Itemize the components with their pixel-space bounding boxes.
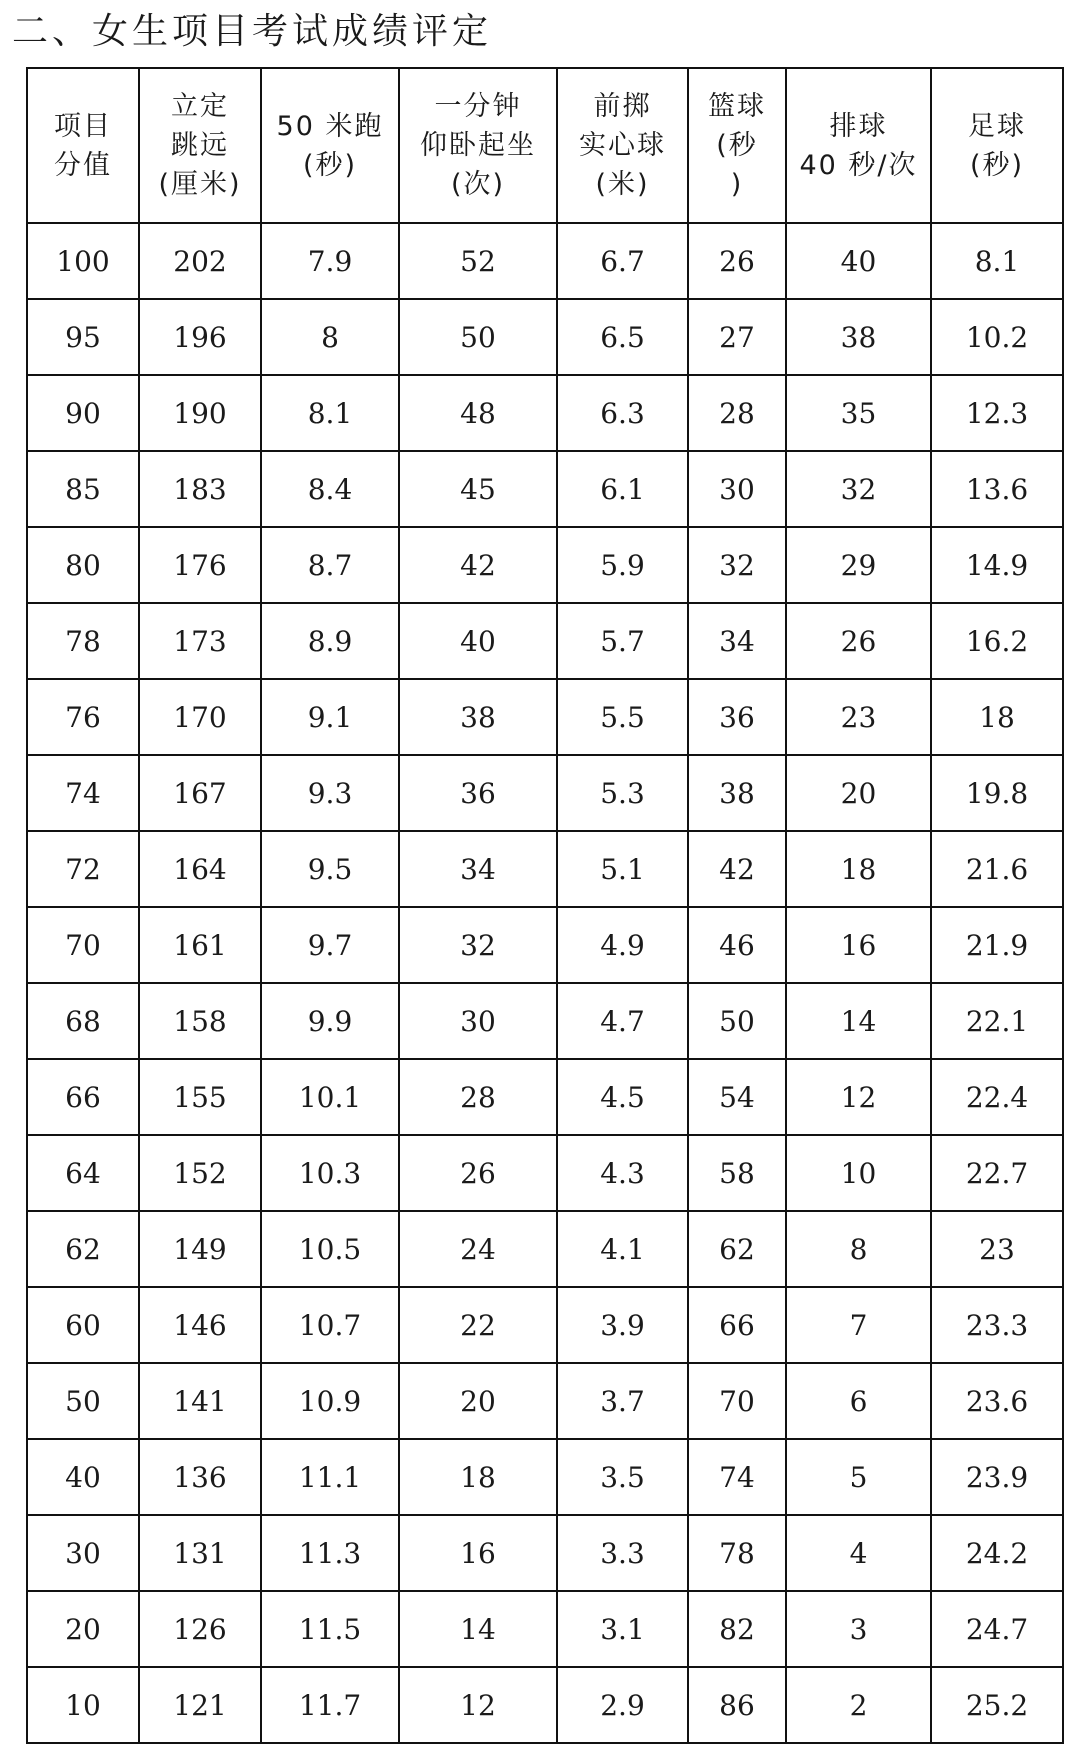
table-cell: 149 bbox=[139, 1211, 261, 1287]
table-cell: 42 bbox=[399, 527, 557, 603]
table-cell: 32 bbox=[688, 527, 786, 603]
table-cell: 6.7 bbox=[557, 223, 688, 299]
table-cell: 131 bbox=[139, 1515, 261, 1591]
table-row bbox=[27, 1515, 1063, 1591]
table-cell: 12 bbox=[399, 1667, 557, 1743]
fifty-meter-run-column-header bbox=[261, 68, 399, 223]
table-cell: 4.1 bbox=[557, 1211, 688, 1287]
volleyball-column-header bbox=[786, 68, 931, 223]
table-cell: 28 bbox=[688, 375, 786, 451]
table-cell: 7 bbox=[786, 1287, 931, 1363]
basketball-column-header bbox=[688, 68, 786, 223]
table-cell: 32 bbox=[399, 907, 557, 983]
table-cell: 85 bbox=[27, 451, 139, 527]
table-cell: 50 bbox=[399, 299, 557, 375]
table-cell: 10.1 bbox=[261, 1059, 399, 1135]
table-cell: 21.6 bbox=[931, 831, 1063, 907]
table-row bbox=[27, 831, 1063, 907]
table-cell: 20 bbox=[786, 755, 931, 831]
table-cell: 190 bbox=[139, 375, 261, 451]
column-header-line: 跳远 bbox=[171, 130, 229, 161]
table-row bbox=[27, 1135, 1063, 1211]
table-row bbox=[27, 1439, 1063, 1515]
table-cell: 19.8 bbox=[931, 755, 1063, 831]
table-cell: 3.3 bbox=[557, 1515, 688, 1591]
table-cell: 152 bbox=[139, 1135, 261, 1211]
table-cell: 23 bbox=[931, 1211, 1063, 1287]
table-cell: 50 bbox=[688, 983, 786, 1059]
table-cell: 8.1 bbox=[931, 223, 1063, 299]
column-header-line: 排球 bbox=[829, 110, 888, 142]
table-cell: 155 bbox=[139, 1059, 261, 1135]
table-cell: 14 bbox=[786, 983, 931, 1059]
table-cell: 64 bbox=[27, 1135, 139, 1211]
score-column-header bbox=[27, 68, 139, 223]
table-cell: 62 bbox=[688, 1211, 786, 1287]
column-header-line: 篮球 bbox=[708, 91, 766, 122]
table-cell: 8 bbox=[261, 299, 399, 375]
table-cell: 23.6 bbox=[931, 1363, 1063, 1439]
table-cell: 34 bbox=[688, 603, 786, 679]
table-cell: 40 bbox=[399, 603, 557, 679]
column-header-line: (秒 bbox=[716, 130, 758, 161]
column-header-line: 40 秒/次 bbox=[799, 149, 918, 181]
table-cell: 52 bbox=[399, 223, 557, 299]
table-cell: 158 bbox=[139, 983, 261, 1059]
table-cell: 4.3 bbox=[557, 1135, 688, 1211]
table-cell: 35 bbox=[786, 375, 931, 451]
table-cell: 50 bbox=[27, 1363, 139, 1439]
table-cell: 5.1 bbox=[557, 831, 688, 907]
table-cell: 29 bbox=[786, 527, 931, 603]
table-cell: 45 bbox=[399, 451, 557, 527]
table-cell: 6.1 bbox=[557, 451, 688, 527]
table-cell: 48 bbox=[399, 375, 557, 451]
table-row bbox=[27, 1287, 1063, 1363]
table-cell: 20 bbox=[399, 1363, 557, 1439]
table-cell: 8.1 bbox=[261, 375, 399, 451]
standing-long-jump-column-header bbox=[139, 68, 261, 223]
table-cell: 78 bbox=[688, 1515, 786, 1591]
table-row bbox=[27, 1363, 1063, 1439]
table-row bbox=[27, 1591, 1063, 1667]
score-table bbox=[26, 67, 1064, 1744]
table-cell: 90 bbox=[27, 375, 139, 451]
table-cell: 167 bbox=[139, 755, 261, 831]
table-cell: 10 bbox=[786, 1135, 931, 1211]
table-cell: 80 bbox=[27, 527, 139, 603]
column-header-line: 前掷 bbox=[593, 91, 652, 122]
table-cell: 9.3 bbox=[261, 755, 399, 831]
table-cell: 74 bbox=[688, 1439, 786, 1515]
table-cell: 136 bbox=[139, 1439, 261, 1515]
table-cell: 202 bbox=[139, 223, 261, 299]
table-cell: 68 bbox=[27, 983, 139, 1059]
table-cell: 22.4 bbox=[931, 1059, 1063, 1135]
table-cell: 18 bbox=[931, 679, 1063, 755]
column-header-line: ) bbox=[730, 169, 744, 200]
table-cell: 141 bbox=[139, 1363, 261, 1439]
table-row bbox=[27, 527, 1063, 603]
table-cell: 66 bbox=[27, 1059, 139, 1135]
table-cell: 24.2 bbox=[931, 1515, 1063, 1591]
table-cell: 72 bbox=[27, 831, 139, 907]
table-cell: 126 bbox=[139, 1591, 261, 1667]
table-cell: 173 bbox=[139, 603, 261, 679]
table-cell: 8.9 bbox=[261, 603, 399, 679]
table-cell: 22 bbox=[399, 1287, 557, 1363]
table-cell: 60 bbox=[27, 1287, 139, 1363]
table-cell: 9.7 bbox=[261, 907, 399, 983]
table-cell: 38 bbox=[399, 679, 557, 755]
column-header-line: (次) bbox=[450, 169, 506, 200]
table-cell: 12 bbox=[786, 1059, 931, 1135]
table-row bbox=[27, 375, 1063, 451]
table-cell: 11.7 bbox=[261, 1667, 399, 1743]
column-header-line: (秒) bbox=[302, 149, 358, 181]
table-cell: 146 bbox=[139, 1287, 261, 1363]
sit-ups-column-header bbox=[399, 68, 557, 223]
table-cell: 27 bbox=[688, 299, 786, 375]
table-cell: 16.2 bbox=[931, 603, 1063, 679]
table-cell: 5.9 bbox=[557, 527, 688, 603]
table-cell: 54 bbox=[688, 1059, 786, 1135]
table-cell: 66 bbox=[688, 1287, 786, 1363]
table-row bbox=[27, 1059, 1063, 1135]
table-cell: 2.9 bbox=[557, 1667, 688, 1743]
table-cell: 95 bbox=[27, 299, 139, 375]
table-cell: 4 bbox=[786, 1515, 931, 1591]
table-cell: 70 bbox=[688, 1363, 786, 1439]
column-header-line: (米) bbox=[595, 169, 650, 200]
table-cell: 6.3 bbox=[557, 375, 688, 451]
column-header-line: 实心球 bbox=[579, 130, 666, 161]
table-cell: 36 bbox=[688, 679, 786, 755]
table-cell: 4.5 bbox=[557, 1059, 688, 1135]
column-header-line: 50 米跑 bbox=[276, 110, 384, 142]
table-cell: 3.9 bbox=[557, 1287, 688, 1363]
table-cell: 5.7 bbox=[557, 603, 688, 679]
table-cell: 176 bbox=[139, 527, 261, 603]
table-row bbox=[27, 451, 1063, 527]
table-cell: 11.3 bbox=[261, 1515, 399, 1591]
table-cell: 34 bbox=[399, 831, 557, 907]
table-cell: 62 bbox=[27, 1211, 139, 1287]
table-cell: 11.5 bbox=[261, 1591, 399, 1667]
table-cell: 10.3 bbox=[261, 1135, 399, 1211]
table-cell: 20 bbox=[27, 1591, 139, 1667]
table-cell: 30 bbox=[399, 983, 557, 1059]
table-cell: 36 bbox=[399, 755, 557, 831]
table-cell: 16 bbox=[399, 1515, 557, 1591]
table-row bbox=[27, 679, 1063, 755]
table-cell: 18 bbox=[399, 1439, 557, 1515]
table-cell: 161 bbox=[139, 907, 261, 983]
table-cell: 6 bbox=[786, 1363, 931, 1439]
table-cell: 28 bbox=[399, 1059, 557, 1135]
table-cell: 58 bbox=[688, 1135, 786, 1211]
table-cell: 10.5 bbox=[261, 1211, 399, 1287]
table-cell: 8.7 bbox=[261, 527, 399, 603]
column-header-line: 分值 bbox=[54, 149, 112, 181]
table-cell: 14 bbox=[399, 1591, 557, 1667]
table-cell: 8 bbox=[786, 1211, 931, 1287]
column-header-line: 立定 bbox=[171, 91, 229, 122]
table-cell: 23.9 bbox=[931, 1439, 1063, 1515]
table-cell: 9.9 bbox=[261, 983, 399, 1059]
table-cell: 8.4 bbox=[261, 451, 399, 527]
page-title: 二、女生项目考试成绩评定 bbox=[12, 11, 493, 52]
table-cell: 32 bbox=[786, 451, 931, 527]
table-cell: 42 bbox=[688, 831, 786, 907]
table-cell: 9.5 bbox=[261, 831, 399, 907]
table-cell: 121 bbox=[139, 1667, 261, 1743]
table-cell: 6.5 bbox=[557, 299, 688, 375]
table-cell: 183 bbox=[139, 451, 261, 527]
table-cell: 26 bbox=[786, 603, 931, 679]
table-cell: 2 bbox=[786, 1667, 931, 1743]
table-cell: 16 bbox=[786, 907, 931, 983]
table-cell: 5 bbox=[786, 1439, 931, 1515]
table-body bbox=[27, 223, 1063, 1743]
table-cell: 30 bbox=[27, 1515, 139, 1591]
table-cell: 21.9 bbox=[931, 907, 1063, 983]
table-header-row bbox=[27, 68, 1063, 223]
table-cell: 40 bbox=[27, 1439, 139, 1515]
column-header-line: 项目 bbox=[54, 110, 112, 142]
table-row bbox=[27, 1667, 1063, 1743]
table-cell: 38 bbox=[688, 755, 786, 831]
table-cell: 26 bbox=[399, 1135, 557, 1211]
table-cell: 170 bbox=[139, 679, 261, 755]
column-header-line: 一分钟 bbox=[434, 91, 522, 122]
table-cell: 164 bbox=[139, 831, 261, 907]
table-cell: 7.9 bbox=[261, 223, 399, 299]
column-header-line: 足球 bbox=[968, 110, 1026, 142]
table-cell: 26 bbox=[688, 223, 786, 299]
table-cell: 86 bbox=[688, 1667, 786, 1743]
table-cell: 30 bbox=[688, 451, 786, 527]
table-cell: 40 bbox=[786, 223, 931, 299]
table-cell: 14.9 bbox=[931, 527, 1063, 603]
table-cell: 46 bbox=[688, 907, 786, 983]
table-cell: 3.5 bbox=[557, 1439, 688, 1515]
table-row bbox=[27, 223, 1063, 299]
table-cell: 3.7 bbox=[557, 1363, 688, 1439]
table-cell: 4.7 bbox=[557, 983, 688, 1059]
table-row bbox=[27, 299, 1063, 375]
table-cell: 23 bbox=[786, 679, 931, 755]
table-cell: 76 bbox=[27, 679, 139, 755]
table-cell: 12.3 bbox=[931, 375, 1063, 451]
table-cell: 24.7 bbox=[931, 1591, 1063, 1667]
table-cell: 11.1 bbox=[261, 1439, 399, 1515]
table-row bbox=[27, 755, 1063, 831]
table-cell: 23.3 bbox=[931, 1287, 1063, 1363]
table-cell: 3 bbox=[786, 1591, 931, 1667]
table-cell: 9.1 bbox=[261, 679, 399, 755]
table-cell: 38 bbox=[786, 299, 931, 375]
table-cell: 196 bbox=[139, 299, 261, 375]
table-row bbox=[27, 983, 1063, 1059]
table-row bbox=[27, 907, 1063, 983]
table-cell: 13.6 bbox=[931, 451, 1063, 527]
table-cell: 3.1 bbox=[557, 1591, 688, 1667]
table-cell: 5.3 bbox=[557, 755, 688, 831]
table-cell: 22.7 bbox=[931, 1135, 1063, 1211]
table-cell: 10 bbox=[27, 1667, 139, 1743]
table-cell: 10.9 bbox=[261, 1363, 399, 1439]
column-header-line: 仰卧起坐 bbox=[420, 130, 536, 161]
table-cell: 70 bbox=[27, 907, 139, 983]
table-row bbox=[27, 603, 1063, 679]
table-cell: 78 bbox=[27, 603, 139, 679]
table-cell: 10.2 bbox=[931, 299, 1063, 375]
table-cell: 5.5 bbox=[557, 679, 688, 755]
table-cell: 100 bbox=[27, 223, 139, 299]
table-cell: 74 bbox=[27, 755, 139, 831]
table-cell: 22.1 bbox=[931, 983, 1063, 1059]
table-cell: 82 bbox=[688, 1591, 786, 1667]
table-cell: 18 bbox=[786, 831, 931, 907]
table-cell: 25.2 bbox=[931, 1667, 1063, 1743]
table-cell: 24 bbox=[399, 1211, 557, 1287]
table-cell: 4.9 bbox=[557, 907, 688, 983]
table-row bbox=[27, 1211, 1063, 1287]
column-header-line: (厘米) bbox=[158, 169, 242, 200]
column-header-line: (秒) bbox=[969, 149, 1025, 181]
table-cell: 10.7 bbox=[261, 1287, 399, 1363]
football-column-header bbox=[931, 68, 1063, 223]
medicine-ball-throw-column-header bbox=[557, 68, 688, 223]
